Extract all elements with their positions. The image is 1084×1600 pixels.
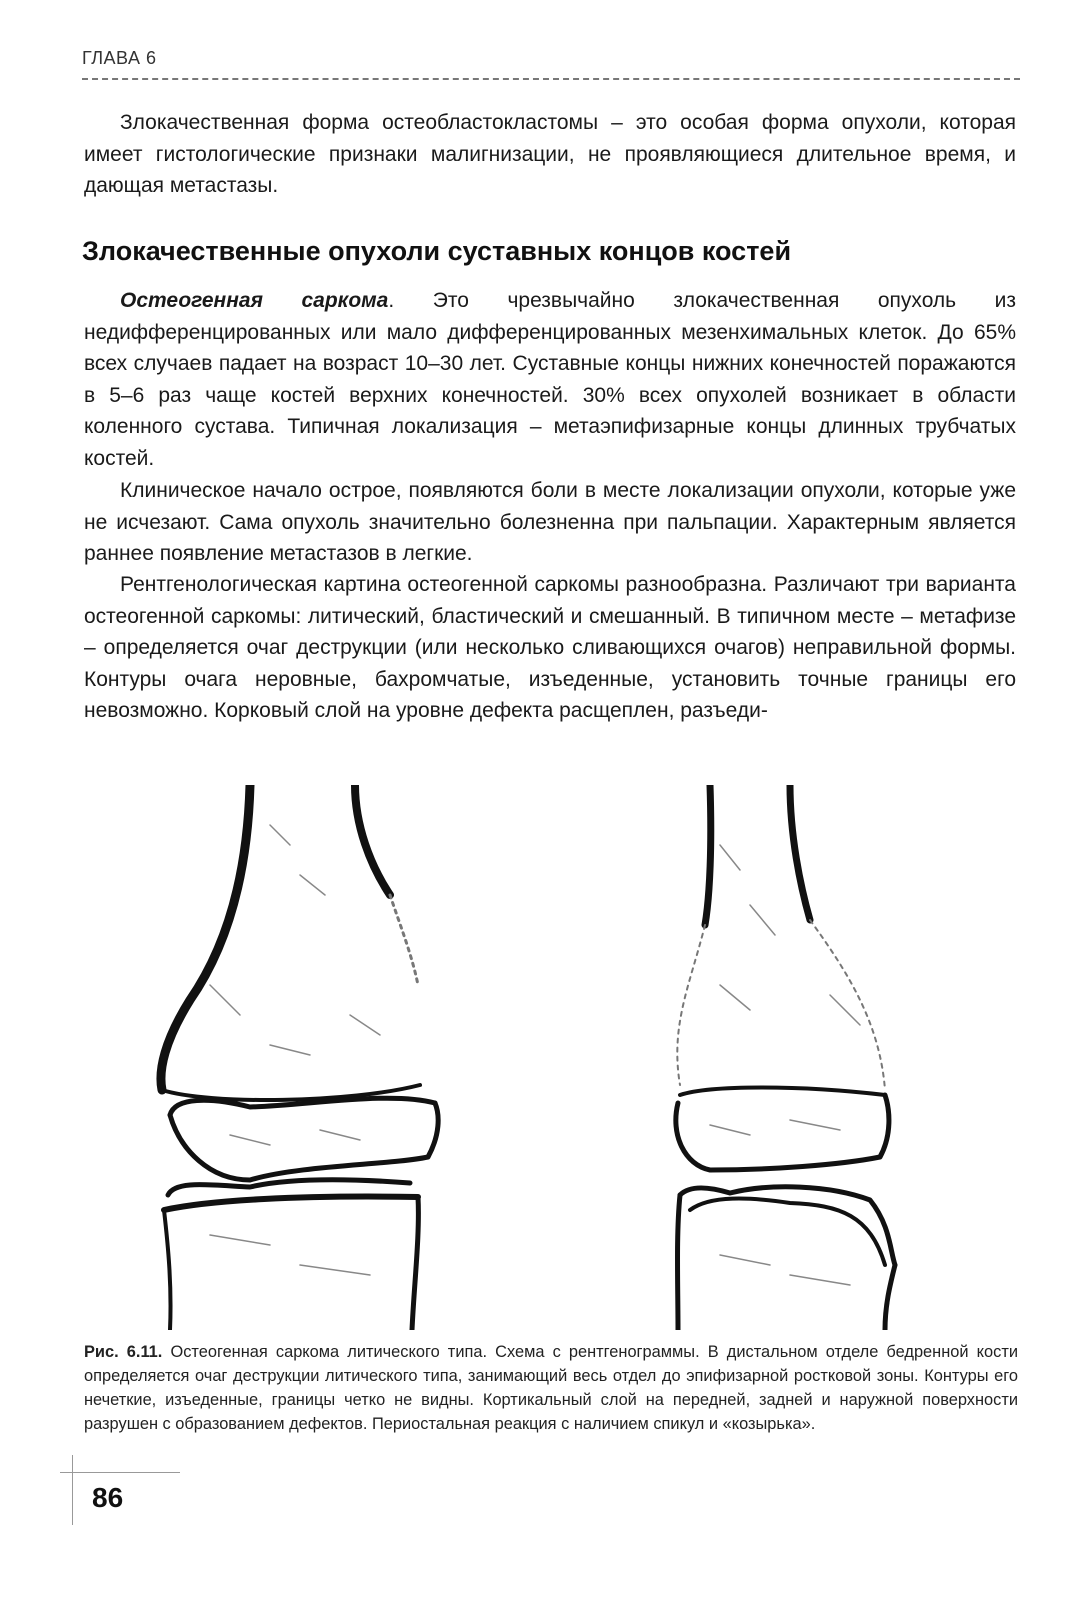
term-osteosarcoma: Остеогенная саркома [120,289,389,312]
figure-label: Рис. 6.11. [84,1343,163,1361]
paragraph-intro-text: Злокачественная форма остеобластокластомы – это особая форма опухоли, которая имеет гистологические признаки малигнизации, не проявляющиеся длительное время, и дающая метастазы. [84,111,1016,198]
figure-caption [84,1340,1018,1436]
paragraph-intro [84,107,1016,202]
paragraph-clinical-text: Клиническое начало острое, появляются боли в месте локализации опухоли, которые уже не исчезают. Сама опухоль значительно болезненна при пальпации. Характерным является раннее появление метастазов в легкие. [84,479,1016,566]
section-title: Злокачественные опухоли суставных концов костей [82,236,792,266]
paragraph-clinical [84,475,1016,570]
corner-rule-horizontal [60,1472,180,1473]
knee-joint-frontal-drawing [161,785,438,1330]
paragraph-radiology-text: Рентгенологическая картина остеогенной саркомы разнообразна. Различают три варианта остеогенной саркомы: литический, бластический и смешанный. В типичном месте – метафизе – определяется очаг деструкции (или несколько сливающихся очагов) неправильной формы. Контуры очага неровные, бахромчатые, изъеденные, установить точные границы его невозможно. Корковый слой на уровне дефекта расщеплен, разъеди- [84,573,1016,723]
knee-joint-lateral-drawing [676,785,895,1330]
running-head: ГЛАВА 6 [82,48,157,68]
paragraph-osteosarcoma [84,285,1016,475]
paragraph-osteosarcoma-text: . Это чрезвычайно злокачественная опухоль из недифференцированных или мало дифференцированных мезенхимальных клеток. До 65% всех случаев падает на возраст 10–30 лет. Суставные концы нижних конечностей поражаются в 5–6 раз чаще костей верхних конечностей. 30% всех опухолей возникает в области коленного сустава. Типичная локализация – метаэпифизарные концы длинных трубчатых костей. [84,289,1017,470]
figure-caption-text: Остеогенная саркома литического типа. Схема с рентгенограммы. В дистальном отделе бедренной кости определяется очаг деструкции литического типа, занимающий весь отдел до эпифизарной ростковой зоны. Контуры его нечеткие, изъеденные, границы четко не видны. Кортикальный слой на передней, задней и наружной поверхности разрушен с образованием дефектов. Периостальная реакция с наличием спикул и «козырька». [84,1343,1018,1433]
header-rule [82,78,1020,80]
page-number: 86 [92,1482,124,1513]
knee-joint-figure [150,785,930,1330]
corner-rule-vertical [72,1455,73,1525]
paragraph-radiology [84,569,1016,727]
